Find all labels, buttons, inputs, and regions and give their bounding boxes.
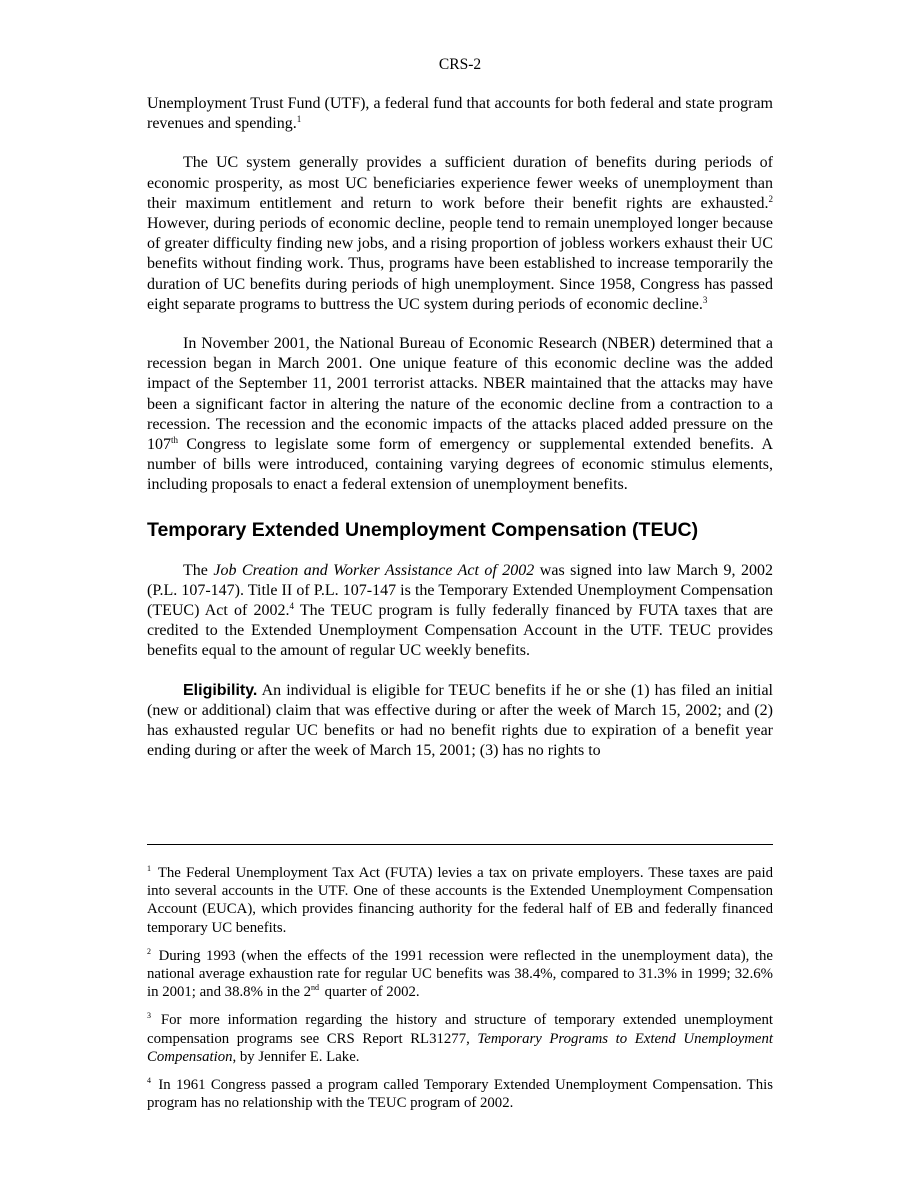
paragraph-uc-system (147, 153, 773, 315)
eligibility-runin-heading: Eligibility. (183, 681, 258, 699)
paragraph-text: Unemployment Trust Fund (UTF), a federal fund that accounts for both federal and state program revenues and spending. (147, 95, 773, 133)
footnote-2 (147, 947, 773, 1002)
report-title-italic: Temporary Programs to Extend Unemployment Compensation (147, 1030, 773, 1065)
footnote-number: 2 (147, 946, 151, 956)
ordinal-superscript: th (171, 435, 179, 446)
footnote-ref-2[interactable]: 2 (768, 193, 773, 204)
paragraph-text: An individual is eligible for TEUC benefits if he or she (1) has filed an initial (new or additional) claim that was effective during or after the week of March 15, 2002; and (2) has exhausted regular UC benefits or had no benefit rights due to expiration of a benefit year ending during or after the week of March 15, 2001; (3) has no rights to (147, 681, 773, 760)
footnote-text: , by Jennifer E. Lake. (232, 1048, 360, 1065)
footnote-text: During 1993 (when the effects of the 1991 recession were reflected in the unemployment data), the national average exhaustion rate for regular UC benefits was 38.4%, compared to 31.3% in 1999; 32.6% in 2001; and 38.8% in the 2 (147, 947, 773, 1001)
footnote-text: The Federal Unemployment Tax Act (FUTA) levies a tax on private employers. These taxes are paid into several accounts in the UTF. One of these accounts is the Extended Unemployment Compensation Account (EUCA), which provides financing authority for the federal half of EB and federally financed temporary UC benefits. (147, 865, 773, 936)
paragraph-text: was signed into law March 9, 2002 (P.L. 107-147). Title II of P.L. 107-147 is the Temporary Extended Unemployment Compensation (TEUC) Act of 2002. (147, 561, 774, 620)
footnote-ref-3[interactable]: 3 (702, 294, 708, 305)
paragraph-text: The (183, 561, 214, 579)
paragraph-utf (147, 94, 773, 134)
document-page (147, 0, 773, 761)
footnote-text: In 1961 Congress passed a program called Temporary Extended Unemployment Compensation. This program has no relationship with the TEUC program of 2002. (147, 1077, 773, 1112)
footnote-3 (147, 1011, 773, 1066)
footnote-4 (147, 1076, 773, 1112)
footnote-1 (147, 864, 773, 937)
paragraph-text: However, during periods of economic decline, people tend to remain unemployed longer because of greater difficulty finding new jobs, and a rising proportion of jobless workers exhaust their UC benefits without finding work. Thus, programs have been established to increase temporarily the duration of UC benefits during periods of high unemployment. Since 1958, Congress has passed eight separate programs to buttress the UC system during periods of economic decline. (147, 215, 773, 313)
footnote-number: 1 (147, 864, 151, 873)
footnote-text: quarter of 2002. (320, 984, 420, 1001)
paragraph-eligibility (147, 681, 773, 762)
paragraph-text: In November 2001, the National Bureau of Economic Research (NBER) determined that a recession began in March 2001. One unique feature of this economic decline was the added impact of the September 11, 2001 terrorist attacks. NBER maintained that the attacks may have been a significant factor in altering the nature of the economic decline from a contraction to a recession. The recession and the economic impacts of the attacks placed added pressure on the 107 (147, 335, 773, 454)
page-number-header: CRS-2 (438, 56, 482, 73)
section-heading: Temporary Extended Unemployment Compensation (TEUC) (147, 518, 699, 541)
paragraph-teuc-act (147, 561, 773, 662)
footnote-divider (147, 844, 773, 845)
footnote-number: 4 (147, 1076, 151, 1086)
footnote-text: For more information regarding the history and structure of temporary extended unemployment compensation programs see CRS Report RL31277, (147, 1012, 773, 1047)
ordinal-superscript: nd (310, 983, 319, 993)
footnotes-section (147, 864, 773, 1122)
paragraph-text: The UC system generally provides a sufficient duration of benefits during periods of economic prosperity, as most UC beneficiaries experience fewer weeks of unemployment than their maximum entitlement and return to work before their benefit rights are exhausted. (147, 154, 773, 212)
paragraph-text: The TEUC program is fully federally financed by FUTA taxes that are credited to the Extended Unemployment Compensation Account in the UTF. TEUC provides benefits equal to the amount of regular UC weekly benefits. (147, 602, 774, 660)
footnote-ref-4[interactable]: 4 (289, 601, 294, 612)
footnote-number: 3 (147, 1011, 151, 1021)
act-title-italic: Job Creation and Worker Assistance Act of 2002 (213, 561, 535, 579)
paragraph-text: Congress to legislate some form of emergency or supplemental extended benefits. A number of bills were introduced, containing varying degrees of economic stimulus elements, including proposals to enact a federal extension of unemployment benefits. (147, 436, 773, 494)
paragraph-nber (147, 334, 773, 496)
footnote-ref-1[interactable]: 1 (296, 114, 302, 125)
